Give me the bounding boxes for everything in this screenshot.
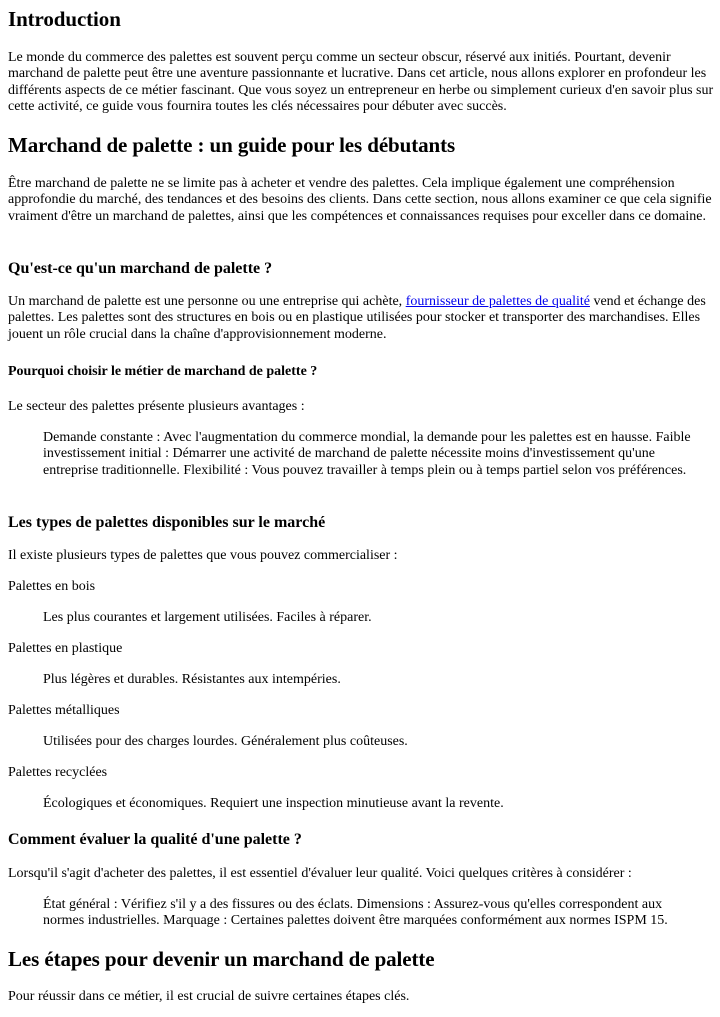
what-is-text-before: Un marchand de palette est une personne ou une entreprise qui achète, bbox=[8, 294, 406, 309]
type-description: Utilisées pour des charges lourdes. Généralement plus coûteuses. bbox=[43, 734, 408, 749]
why-list: Demande constante : Avec l'augmentation du commerce mondial, la demande pour les palettes est en hausse. Faible investissement initial : Démarrer une activité de marchand de palette nécessite moins d'investissement qu'une entreprise traditionnelle. Flexibilité : Vous pouvez travailler à temps plein ou à temps partiel selon vos préférences. bbox=[43, 430, 691, 478]
type-description: Écologiques et économiques. Requiert une inspection minutieuse avant la revente. bbox=[43, 796, 504, 811]
types-heading: Les types de palettes disponibles sur le marché bbox=[8, 514, 326, 531]
supplier-link[interactable]: fournisseur de palettes de qualité bbox=[405, 294, 590, 309]
intro-heading: Introduction bbox=[8, 7, 121, 31]
type-term: Palettes métalliques bbox=[8, 703, 120, 718]
what-is-heading: Qu'est-ce qu'un marchand de palette ? bbox=[8, 260, 273, 277]
what-is-text-after: vend et échange des palettes. Les palettes sont des structures en bois ou en plastique utilisées pour stocker et transporter des marchandises. Elles jouent un rôle crucial dans la chaîne d'approvisionnement moderne. bbox=[8, 294, 706, 342]
type-term: Palettes en plastique bbox=[8, 641, 123, 656]
types-intro: Il existe plusieurs types de palettes que vous pouvez commercialiser : bbox=[8, 548, 398, 563]
why-heading: Pourquoi choisir le métier de marchand de palette ? bbox=[8, 364, 318, 379]
what-is-paragraph bbox=[8, 294, 714, 343]
type-description: Les plus courantes et largement utilisées. Faciles à réparer. bbox=[43, 610, 372, 625]
guide-paragraph: Être marchand de palette ne se limite pas à acheter et vendre des palettes. Cela implique également une compréhension approfondie du marché, des tendances et des besoins des clients. Dans cette section, nous allons examiner ce que cela signifie vraiment d'être un marchand de palettes, ainsi que les compétences et connaissances requises pour exceller dans ce domaine. bbox=[8, 176, 712, 224]
why-intro: Le secteur des palettes présente plusieurs avantages : bbox=[8, 399, 305, 414]
steps-heading: Les étapes pour devenir un marchand de palette bbox=[8, 947, 435, 971]
intro-paragraph: Le monde du commerce des palettes est souvent perçu comme un secteur obscur, réservé aux initiés. Pourtant, devenir marchand de palette peut être une aventure passionnante et lucrative. Dans cet article, nous allons explorer en profondeur les différents aspects de ce métier fascinant. Que vous soyez un entrepreneur en herbe ou simplement curieux d'en savoir plus sur cette activité, ce guide vous fournira toutes les clés nécessaires pour débuter avec succès. bbox=[8, 50, 714, 115]
guide-heading: Marchand de palette : un guide pour les débutants bbox=[8, 133, 456, 157]
quality-heading: Comment évaluer la qualité d'une palette ? bbox=[8, 831, 302, 848]
steps-paragraph: Pour réussir dans ce métier, il est crucial de suivre certaines étapes clés. bbox=[8, 989, 410, 1004]
type-term: Palettes recyclées bbox=[8, 765, 108, 780]
type-term: Palettes en bois bbox=[8, 579, 96, 594]
quality-intro: Lorsqu'il s'agit d'acheter des palettes, il est essentiel d'évaluer leur qualité. Voici quelques critères à considérer : bbox=[8, 866, 632, 881]
quality-list: État général : Vérifiez s'il y a des fissures ou des éclats. Dimensions : Assurez-vous qu'elles correspondent aux normes industrielles. Marquage : Certaines palettes doivent être marquées conformément aux normes ISPM 15. bbox=[43, 897, 668, 929]
type-description: Plus légères et durables. Résistantes aux intempéries. bbox=[43, 672, 341, 687]
